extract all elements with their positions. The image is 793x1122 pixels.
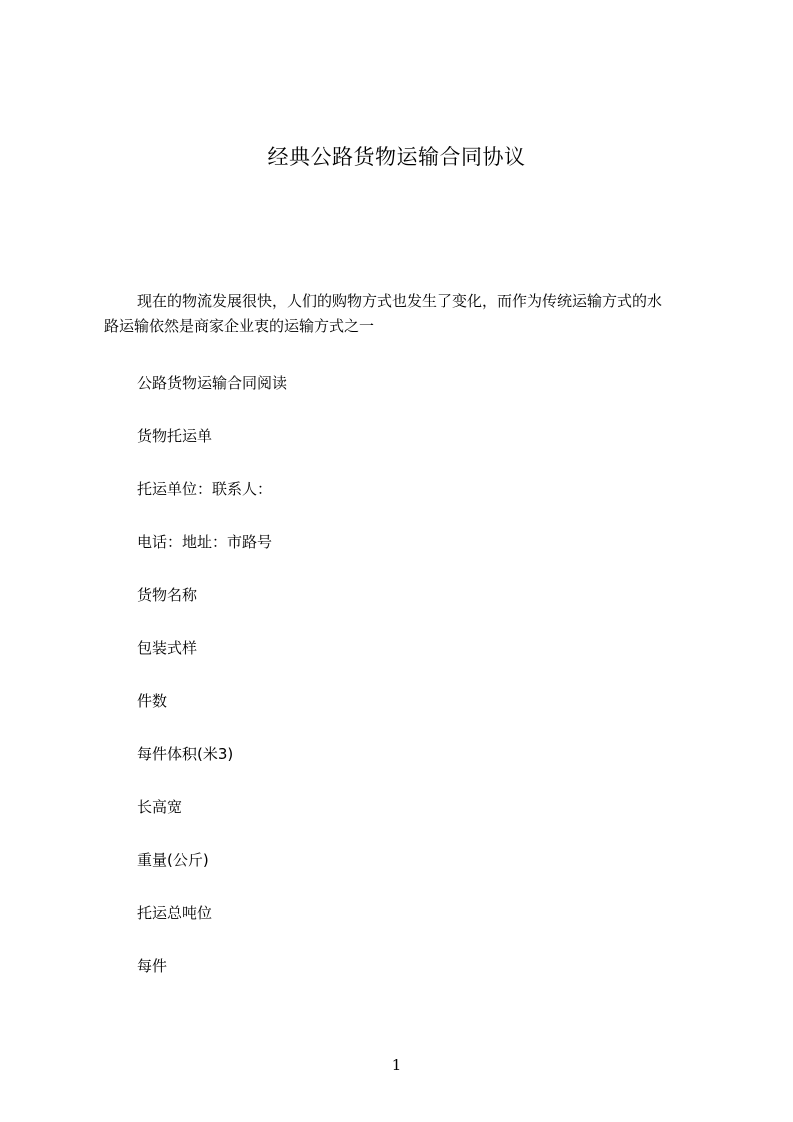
piece-count-line: 件数 [137, 692, 168, 710]
intro-paragraph [104, 289, 704, 339]
intro-line-2: 路运输依然是商家企业衷的运输方式之一 [104, 317, 375, 335]
weight-line: 重量(公斤) [137, 851, 209, 869]
piece-volume-line: 每件体积(米3) [137, 745, 234, 763]
total-tonnage-line: 托运总吨位 [137, 904, 213, 922]
per-piece-line: 每件 [137, 957, 168, 975]
intro-line-1: 现在的物流发展很快，人们的购物方式也发生了变化，而作为传统运输方式的水 [137, 292, 663, 310]
waybill-heading: 货物托运单 [137, 427, 213, 445]
section-heading-reading: 公路货物运输合同阅读 [137, 374, 288, 392]
goods-name-line: 货物名称 [137, 586, 198, 604]
dimensions-line: 长高宽 [137, 798, 183, 816]
phone-address-line: 电话：地址：市路号 [137, 533, 273, 551]
document-title: 经典公路货物运输合同协议 [267, 145, 526, 169]
page-number: 1 [391, 1056, 402, 1074]
packaging-style-line: 包装式样 [137, 639, 198, 657]
shipper-contact-line: 托运单位：联系人： [137, 480, 273, 498]
